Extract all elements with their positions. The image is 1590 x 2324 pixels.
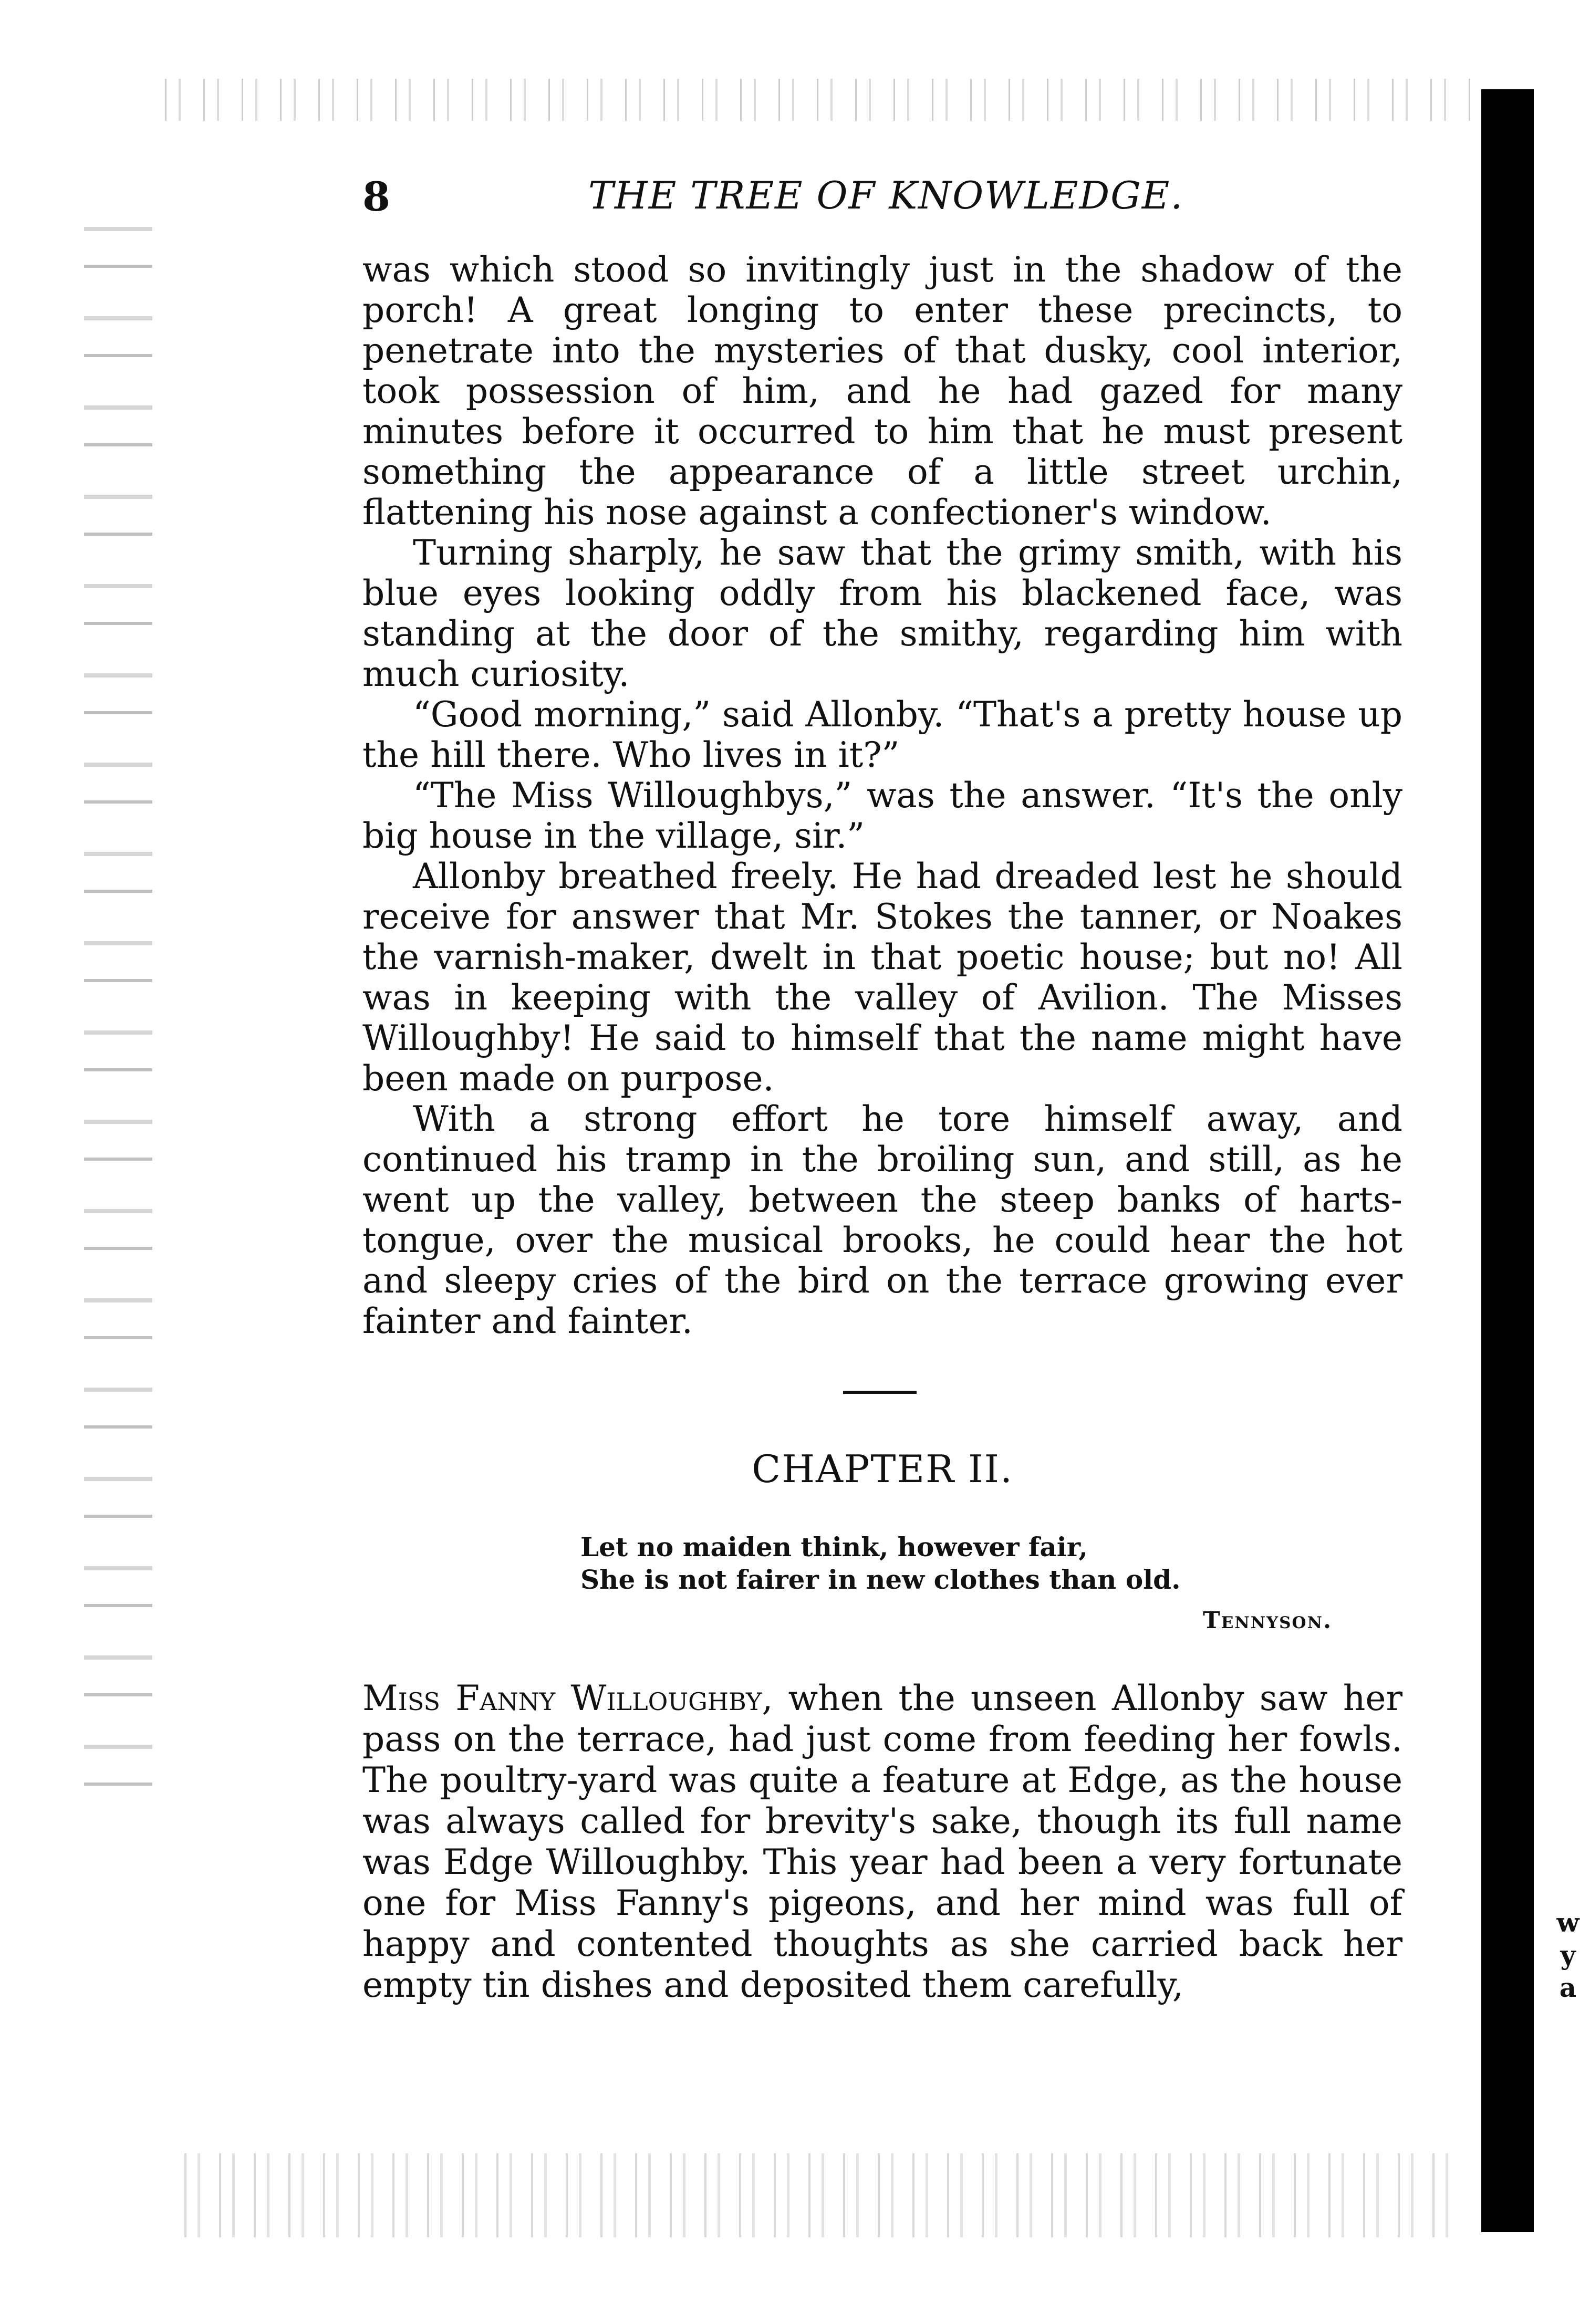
epigraph-line: Let no maiden think, however fair,	[580, 1531, 1088, 1562]
paragraph: “Good morning,” said Allonby. “That's a pretty house up the hill there. Who lives in it?”	[362, 694, 1402, 775]
scan-noise-top	[158, 79, 1481, 121]
opening-text: when the unseen Allonby saw her pass on the terrace, had just come from feeding her fowls. The poultry-yard was quite a feature at Edge, as the house was always called for brevity's sake, though its full name was Edge Willoughby. This year had been a very fortunate one for Miss Fanny's pigeons, and her mind was full of happy and contented thoughts as she carried back her empty tin dishes and deposited them carefully,	[362, 1678, 1402, 2005]
paragraph: With a strong effort he tore himself away, and continued his tramp in the broiling sun, and still, as he went up the valley, between the steep banks of harts-tongue, over the musical brooks, he could hear the hot and sleepy cries of the bird on the terrace growing ever fainter and fainter.	[362, 1099, 1402, 1341]
margin-letter: y	[1560, 1940, 1576, 1971]
scan-noise-left	[84, 221, 152, 1807]
body-text	[362, 249, 1402, 1341]
opening-name: Miss Fanny Willoughby,	[362, 1678, 773, 1718]
epigraph-line: She is not fairer in new clothes than old.	[580, 1564, 1181, 1595]
chapter-text	[362, 1678, 1402, 2006]
chapter-heading: CHAPTER II.	[752, 1447, 1013, 1491]
paragraph: “The Miss Willoughbys,” was the answer. “It's the only big house in the village, sir.”	[362, 775, 1402, 856]
margin-letter: w	[1556, 1907, 1579, 1938]
paragraph: was which stood so invitingly just in the shadow of the porch! A great longing to enter these precincts, to penetrate into the mysteries of that dusky, cool interior, took possession of him, and he had gazed for many minutes before it occurred to him that he must present something the appearance of a little street urchin, flattening his nose against a confectioner's window.	[362, 249, 1402, 533]
margin-letter: a	[1559, 1972, 1577, 2003]
margin-fragment	[1552, 1906, 1584, 2004]
epigraph-attribution: Tennyson.	[1203, 1607, 1333, 1634]
page-number: 8	[362, 173, 390, 220]
paragraph: Allonby breathed freely. He had dreaded lest he should receive for answer that Mr. Stokes the tanner, or Noakes the varnish-maker, dwelt in that poetic house; but no! All was in keeping with the valley of Avilion. The Misses Willoughby! He said to himself that the name might have been made on purpose.	[362, 856, 1402, 1099]
section-divider	[843, 1391, 917, 1394]
page-header	[362, 173, 1413, 231]
paragraph: Turning sharply, he saw that the grimy smith, with his blue eyes looking oddly from his blackened face, was standing at the door of the smithy, regarding him with much curiosity.	[362, 533, 1402, 694]
running-title: THE TREE OF KNOWLEDGE.	[588, 173, 1184, 217]
chapter-opening-paragraph	[362, 1678, 1402, 2006]
scan-noise-bottom	[179, 2153, 1460, 2237]
epigraph	[580, 1531, 1368, 1596]
binding-shadow-bar	[1481, 89, 1534, 2232]
